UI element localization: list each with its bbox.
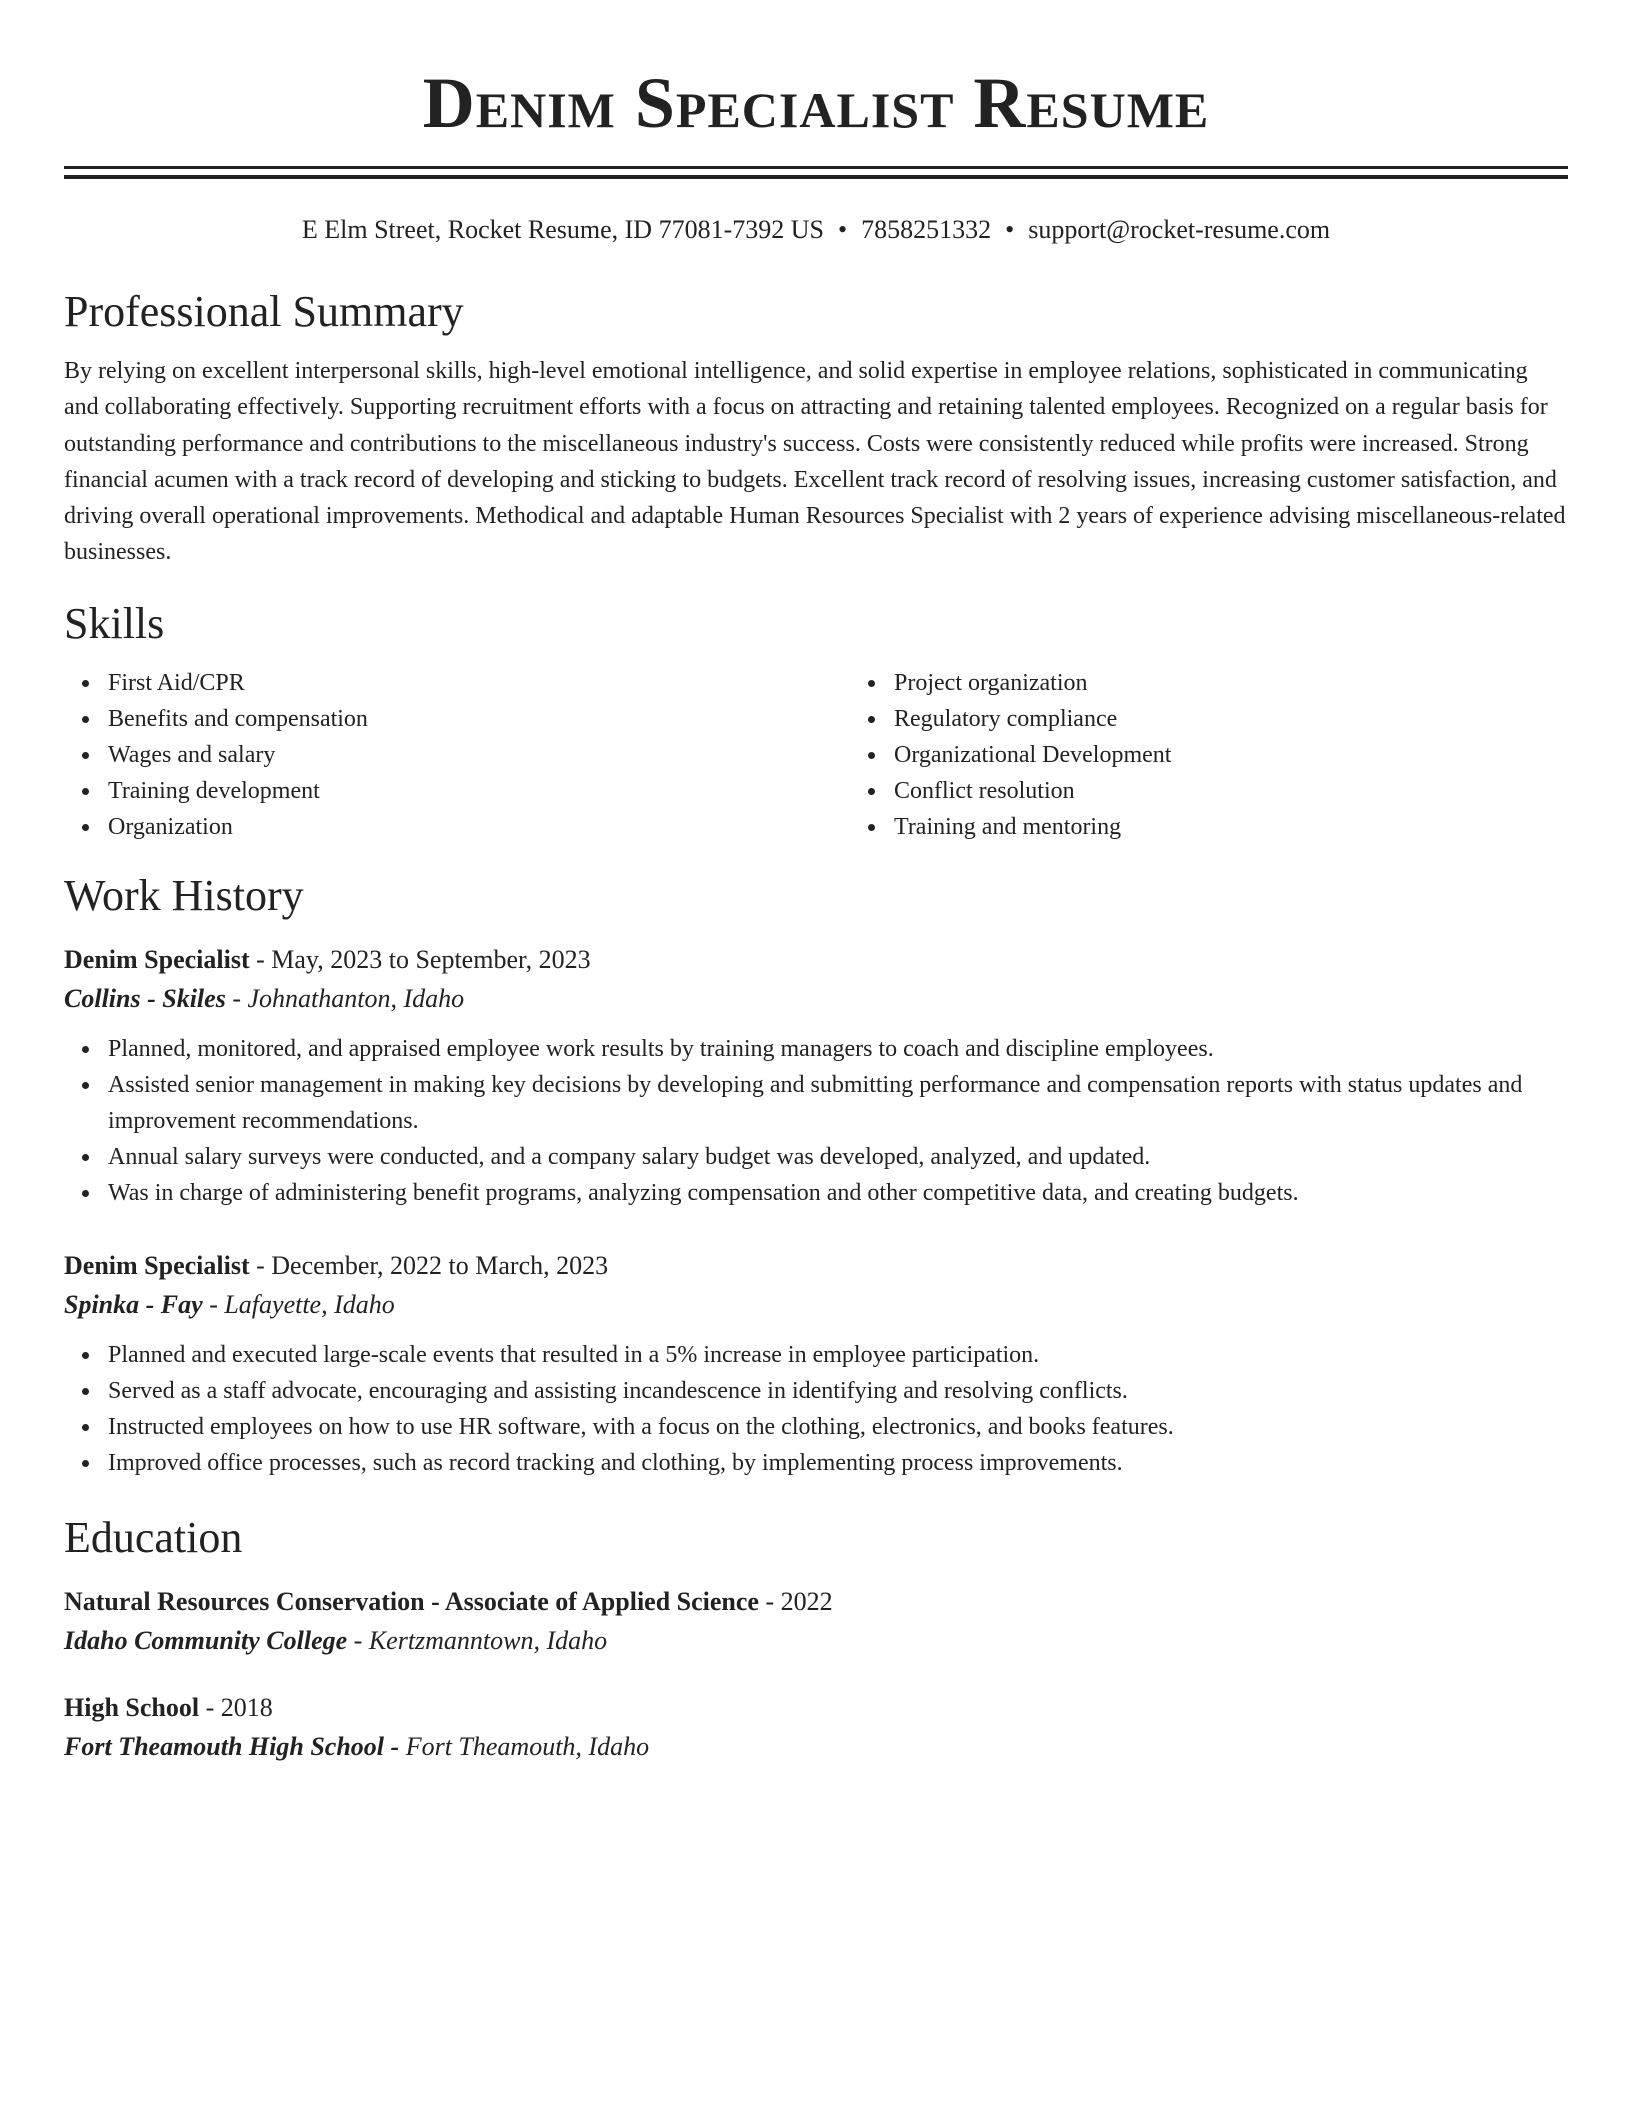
job-location: - Lafayette, Idaho	[202, 1289, 395, 1319]
job-duty-item: Annual salary surveys were conducted, and a company salary budget was developed, analyzed, and updated.	[108, 1139, 1568, 1175]
education-location: Fort Theamouth, Idaho	[399, 1731, 650, 1761]
education-entry	[64, 1689, 1568, 1767]
education-year: - 2018	[199, 1692, 273, 1722]
job-duty-item: Planned, monitored, and appraised employee work results by training managers to coach and discipline employees.	[108, 1031, 1568, 1067]
contact-separator: •	[1005, 215, 1015, 244]
skills-columns	[64, 665, 1568, 845]
skill-item: Conflict resolution	[894, 773, 1632, 809]
title-divider-bottom	[64, 175, 1568, 179]
skills-list-right	[850, 665, 1632, 845]
skill-item: Training development	[108, 773, 850, 809]
job-duty-item: Improved office processes, such as record tracking and clothing, by implementing process improvements.	[108, 1445, 1568, 1481]
contact-separator: •	[837, 215, 848, 244]
summary-paragraph: By relying on excellent interpersonal skills, high-level emotional intelligence, and solid expertise in employee relations, sophisticated in communicating and collaborating effectively. Supporting recruitment efforts with a focus on attracting and retaining talented employees. Recognized on a regular basis for outstanding performance and contributions to the miscellaneous industry's success. Costs were consistently reduced while profits were increased. Strong financial acumen with a track record of developing and sticking to budgets. Excellent track record of resolving issues, increasing customer satisfaction, and driving overall operational improvements. Methodical and adaptable Human Resources Specialist with 2 years of experience advising miscellaneous-related businesses.	[64, 358, 1566, 566]
job-header	[64, 941, 1568, 979]
job-location: - Johnathanton, Idaho	[225, 983, 465, 1013]
skill-item: Project organization	[894, 665, 1632, 701]
education-header	[64, 1583, 1568, 1621]
job-employer-line	[64, 1285, 1568, 1325]
education-school: Idaho Community College	[64, 1625, 348, 1655]
skill-item: Benefits and compensation	[108, 701, 850, 737]
job-duty-item: Planned and executed large-scale events that resulted in a 5% increase in employee participation.	[108, 1337, 1568, 1373]
skill-item: Organizational Development	[894, 737, 1632, 773]
job-duties-list	[64, 1031, 1568, 1211]
job-duties-list	[64, 1337, 1568, 1481]
skill-item: Regulatory compliance	[894, 701, 1632, 737]
job-entry	[64, 1247, 1568, 1481]
skills-section	[64, 597, 1568, 845]
section-heading-education: Education	[64, 1512, 243, 1562]
job-duty-item: Assisted senior management in making key decisions by developing and submitting performance and compensation reports with status updates and improvement recommendations.	[108, 1067, 1568, 1139]
job-header	[64, 1247, 1568, 1285]
education-entry	[64, 1583, 1568, 1661]
education-degree: Natural Resources Conservation - Associate of Applied Science	[64, 1586, 759, 1616]
skill-item: Training and mentoring	[894, 809, 1632, 845]
skill-item: Wages and salary	[108, 737, 850, 773]
contact-line	[64, 213, 1568, 247]
education-year: - 2022	[758, 1586, 833, 1616]
education-section	[64, 1511, 1568, 1767]
education-location: - Kertzmanntown, Idaho	[347, 1625, 608, 1655]
skill-item: Organization	[108, 809, 850, 845]
section-heading-summary: Professional Summary	[64, 287, 464, 336]
education-school-line	[64, 1621, 1568, 1661]
contact-address: E Elm Street, Rocket Resume, ID 77081-7392 US	[301, 215, 824, 244]
contact-phone: 7858251332	[861, 215, 992, 244]
job-duty-item: Instructed employees on how to use HR software, with a focus on the clothing, electronics, and books features.	[108, 1409, 1568, 1445]
resume-title: Denim Specialist Resume	[422, 63, 1210, 143]
job-entry	[64, 941, 1568, 1211]
section-heading-work: Work History	[64, 870, 304, 920]
education-school-line	[64, 1727, 1568, 1767]
title-divider-top	[64, 166, 1568, 169]
job-duty-item: Served as a staff advocate, encouraging and assisting incandescence in identifying and resolving conflicts.	[108, 1373, 1568, 1409]
job-company: Collins - Skiles	[64, 983, 226, 1013]
job-title: Denim Specialist	[64, 944, 250, 974]
education-school: Fort Theamouth High School -	[64, 1731, 400, 1761]
professional-summary-section	[64, 285, 1568, 571]
section-heading-skills: Skills	[64, 598, 165, 648]
education-header	[64, 1689, 1568, 1727]
work-history-section	[64, 869, 1568, 1481]
job-title: Denim Specialist	[64, 1250, 250, 1280]
education-degree: High School	[64, 1692, 200, 1722]
job-dates: - May, 2023 to September, 2023	[249, 944, 591, 974]
contact-email: support@rocket-resume.com	[1028, 215, 1331, 244]
job-company: Spinka - Fay	[64, 1289, 203, 1319]
job-employer-line	[64, 979, 1568, 1019]
skill-item: First Aid/CPR	[108, 665, 850, 701]
job-duty-item: Was in charge of administering benefit programs, analyzing compensation and other competitive data, and creating budgets.	[108, 1175, 1568, 1211]
job-dates: - December, 2022 to March, 2023	[249, 1250, 609, 1280]
skills-list-left	[64, 665, 850, 845]
